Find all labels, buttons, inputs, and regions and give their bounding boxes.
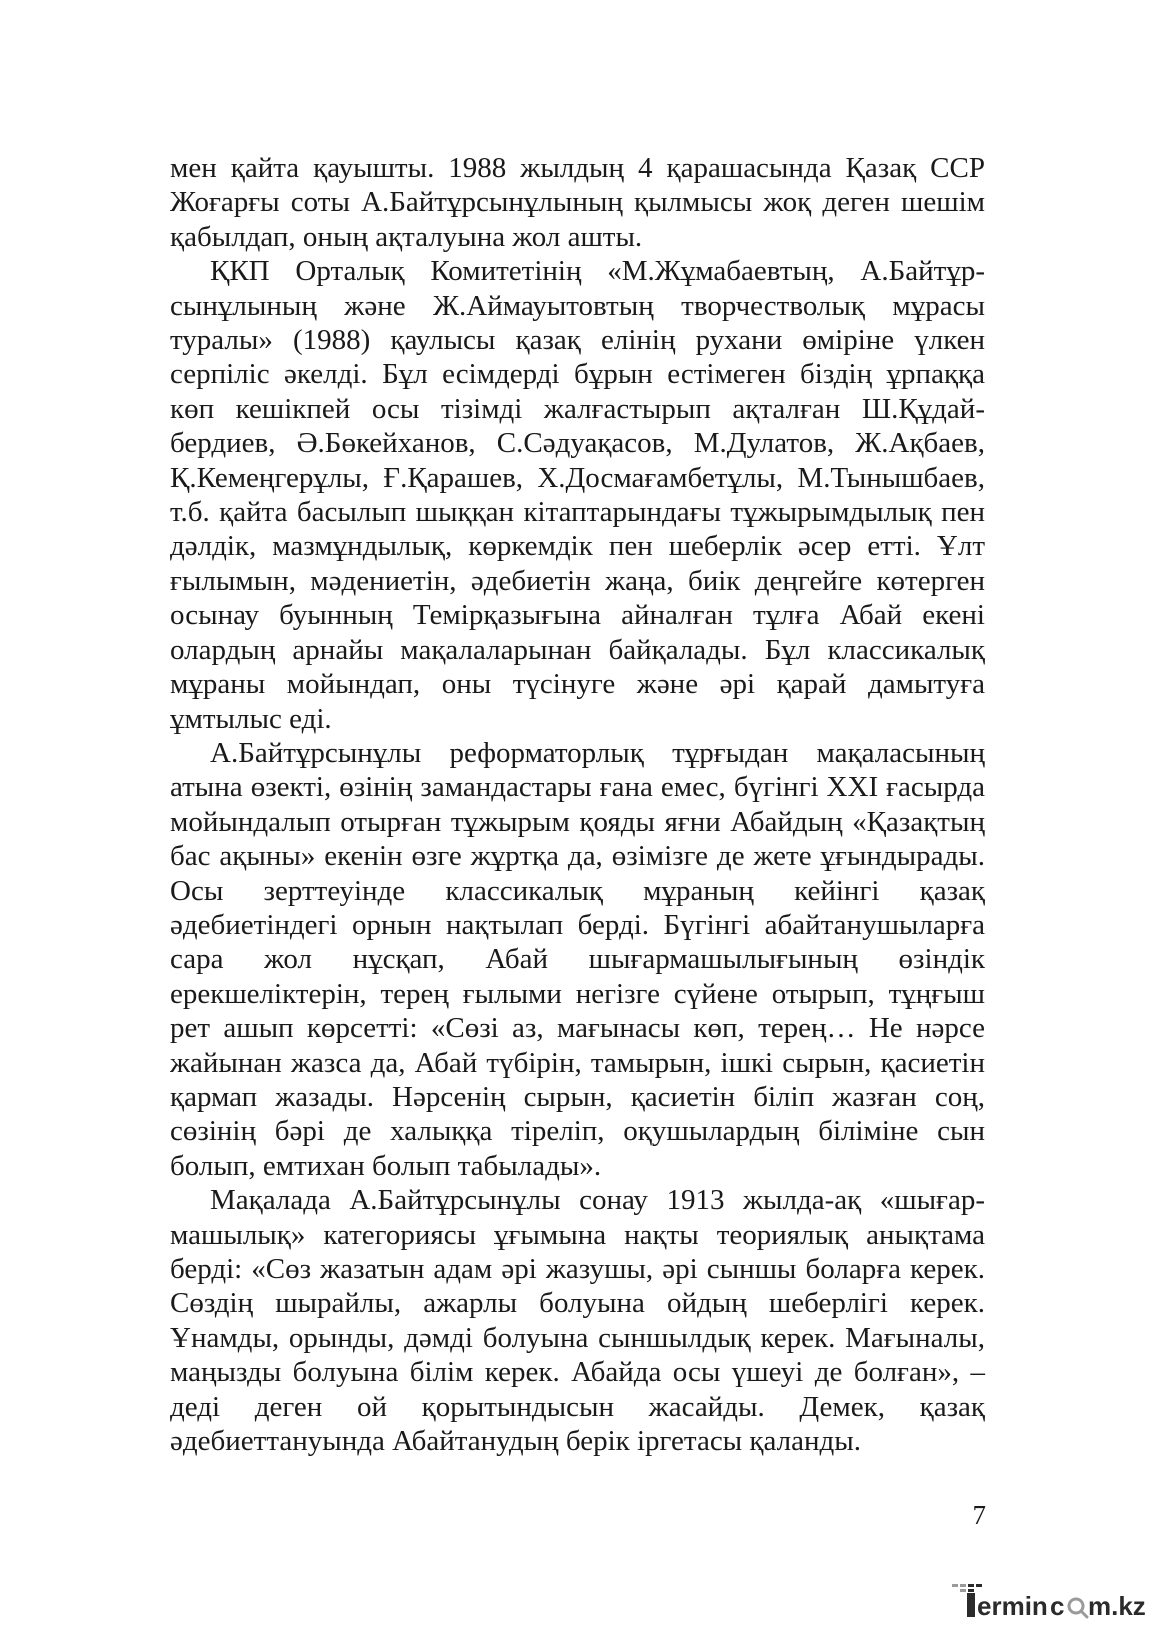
svg-text:m.kz: m.kz [1088,1591,1146,1621]
paragraph-3: А.Байтұрсынұлы реформаторлық тұрғыдан мақаласының атына өзекті, өзінің замандастары ғана емес, бүгінгі ХХІ ғасырда мойындалып отырған тұжырым қояды яғни Абайдың «Қазақтың бас ақыны» екенін өзге жұртқа да, өзімізге де жете ұғындырады. Осы зерттеуінде классикалық мұраның кейінгі қазақ әдебиетіндегі орнын нақтылап берді. Бүгінгі абайтанушыларға сара жол нұсқап, Абай шығармашылығының өзіндік ерекшеліктерін, терең ғылыми негізге сүйене отырып, тұңғыш рет ашып көрсетті: «Сөзі аз, мағынасы көп, терең… Не нәрсе жайынан жазса да, Абай түбірін, тамырын, ішкі сырын, қасиетін қармап жазады. Нәрсенің сырын, қасиетін біліп жазған соң, сөзінің бәрі де халыққа тіреліп, оқушылардың біліміне сын болып, емтихан болып табылады». [170,736,985,1182]
svg-text:ermin: ermin [977,1591,1048,1621]
terminkom-watermark-logo [950,1580,1150,1624]
body-text [170,151,985,1458]
page-number: 7 [972,1500,986,1530]
svg-text:c: c [1050,1591,1065,1621]
paragraph-1: мен қайта қауышты. 1988 жылдың 4 қарашасында Қазақ ССР Жоғарғы соты А.Байтұрсынұлының қылмысы жоқ деген шешім қабылдап, оның ақталуына жол ашты. [170,152,985,253]
magnifier-icon [1050,1591,1087,1621]
paragraph-4: Мақалада А.Байтұрсынұлы сонау 1913 жылда-ақ «шығармашылық» категориясы ұғымына нақты теориялық анықтама берді: «Сөз жазатын адам әрі жазушы, әрі сыншы боларға керек. Сөздің шырайлы, ажарлы болуына ойдың шеберлігі керек. Ұнамды, орынды, дәмді болуына сыншылдық керек. Мағыналы, маңызды болуына білім керек. Абайда осы үшеуі де болған», – деді деген ой қорытындысын жасайды. Демек, қазақ әдебиеттануында Абайтанудың берік іргетасы қаланды. [170,1184,985,1458]
paragraph-2: ҚКП Орталық Комитетінің «М.Жұмабаевтың, А.Байтұрсынұлының және Ж.Аймауытовтың творчестволық мұрасы туралы» (1988) қаулысы қазақ елінің рухани өміріне үлкен серпіліс әкелді. Бұл есімдерді бұрын естімеген біздің ұрпаққа көп кешікпей осы тізімді жалғастырып ақталған Ш.Құдайбердиев, Ә.Бөкейханов, С.Сәдуақасов, М.Дулатов, Ж.Ақбаев, Қ.Кемеңгерұлы, Ғ.Қарашев, Х.Досмағамбетұлы, М.Тынышбаев, т.б. қайта басылып шыққан кітаптарындағы тұжырымдылық пен дәлдік, мазмұндылық, көркемдік пен шеберлік әсер етті. Ұлт ғылымын, мәдениетін, әдебиетін жаңа, биік деңгейге көтерген осынау буынның Темірқазығына айналған тұлға Абай екені олардың арнайы мақалаларынан байқалады. Бұл классикалық мұраны мойындап, оны түсінуге және әрі қарай дамытуға ұмтылыс еді. [170,255,985,735]
